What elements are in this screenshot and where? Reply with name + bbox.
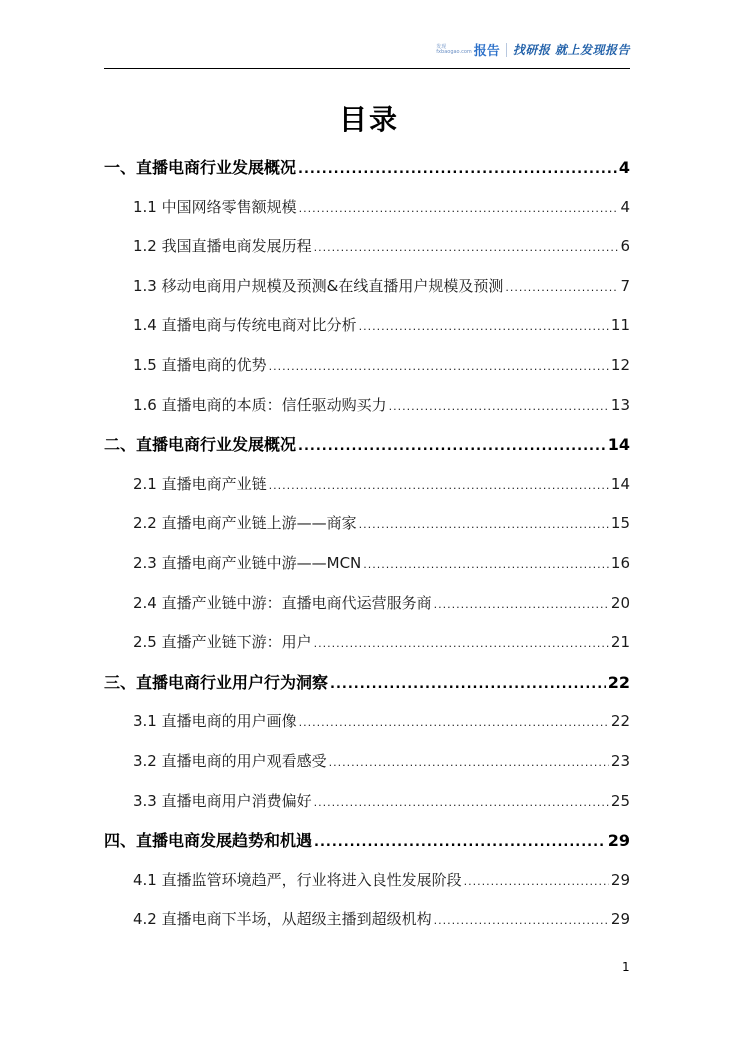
- toc-leader-dots: [434, 585, 609, 625]
- toc-leader-dots: [363, 545, 609, 585]
- toc-leader-dots: [269, 347, 609, 387]
- toc-entry[interactable]: [104, 465, 630, 505]
- toc-entry-label: 4.2 直播电商下半场，从超级主播到超级机构: [133, 910, 432, 929]
- toc-entry[interactable]: [104, 267, 630, 307]
- toc-leader-dots: [314, 783, 609, 823]
- toc-leader-dots: [314, 823, 606, 863]
- toc-entry-page: 29: [607, 831, 630, 851]
- toc-leader-dots: [299, 703, 609, 743]
- toc-leader-dots: [314, 624, 609, 664]
- toc-entry-page: 22: [607, 672, 630, 692]
- toc-entry[interactable]: [104, 900, 630, 940]
- toc-entry[interactable]: [104, 861, 630, 901]
- toc-entry-page: 14: [610, 474, 630, 493]
- toc-leader-dots: [329, 743, 609, 783]
- toc-entry-page: 11: [610, 316, 630, 335]
- toc-leader-dots: [299, 189, 619, 229]
- toc-entry[interactable]: [104, 544, 630, 584]
- toc-entry[interactable]: [104, 584, 630, 624]
- toc-entry[interactable]: [104, 188, 630, 228]
- toc-leader-dots: [314, 228, 619, 268]
- toc-entry-page: 21: [610, 633, 630, 652]
- toc-entry[interactable]: [104, 425, 630, 465]
- toc-entry-label: 四、直播电商发展趋势和机遇: [104, 831, 313, 851]
- toc-entry[interactable]: [104, 148, 630, 188]
- toc-entry-page: 25: [610, 791, 630, 810]
- toc-entry-page: 23: [610, 751, 630, 770]
- toc-entry-label: 二、直播电商行业发展概况: [104, 435, 297, 455]
- logo-small-text: 发现: [436, 43, 447, 50]
- toc-entry[interactable]: [104, 227, 630, 267]
- toc-entry[interactable]: [104, 346, 630, 386]
- toc-entry-label: 1.1 中国网络零售额规模: [133, 197, 297, 216]
- toc-leader-dots: [330, 665, 606, 705]
- toc-entry-page: 22: [610, 712, 630, 731]
- toc-entry-page: 15: [610, 514, 630, 533]
- toc-entry-label: 一、直播电商行业发展概况: [104, 158, 297, 177]
- toc-entry-page: 14: [607, 435, 630, 455]
- toc-entry-label: 1.4 直播电商与传统电商对比分析: [133, 316, 357, 335]
- toc-entry[interactable]: [104, 306, 630, 346]
- page-number: 1: [622, 960, 630, 974]
- toc-leader-dots: [269, 466, 609, 506]
- toc-entry-page: 12: [610, 355, 630, 374]
- toc-entry[interactable]: [104, 386, 630, 426]
- toc-entry[interactable]: [104, 702, 630, 742]
- toc-entry-label: 3.2 直播电商的用户观看感受: [133, 751, 327, 770]
- toc-entry-page: 6: [620, 237, 630, 256]
- toc-entry-page: 7: [620, 276, 630, 295]
- toc-entry[interactable]: [104, 504, 630, 544]
- toc-entry-label: 2.2 直播电商产业链上游——商家: [133, 514, 357, 533]
- logo-slogan: 找研报 就上发现报告: [512, 43, 630, 57]
- toc-entry-label: 2.4 直播产业链中游：直播电商代运营服务商: [133, 593, 432, 612]
- toc-entry[interactable]: [104, 782, 630, 822]
- toc-entry[interactable]: [104, 821, 630, 861]
- toc-entry-page: 29: [610, 870, 630, 889]
- toc-entry-page: 4: [618, 158, 630, 177]
- brand-logo: [436, 40, 630, 59]
- toc-leader-dots: [359, 505, 609, 545]
- toc-leader-dots: [389, 387, 609, 427]
- toc-entry[interactable]: [104, 663, 630, 703]
- logo-url: fxbaogao.com: [436, 48, 472, 55]
- toc-leader-dots: [464, 862, 609, 902]
- page-title: 目录: [338, 103, 399, 136]
- toc-entry-label: 2.5 直播产业链下游：用户: [133, 633, 312, 652]
- toc-entry-label: 1.6 直播电商的本质：信任驱动购买力: [133, 395, 387, 414]
- toc-leader-dots: [298, 427, 606, 467]
- toc-entry-label: 3.1 直播电商的用户画像: [133, 712, 297, 731]
- toc-entry-label: 4.1 直播监管环境趋严，行业将进入良性发展阶段: [133, 870, 462, 889]
- toc-entry-label: 1.3 移动电商用户规模及预测&在线直播用户规模及预测: [133, 276, 504, 295]
- toc-leader-dots: [434, 901, 609, 941]
- logo-divider: [506, 43, 507, 57]
- toc-entry-page: 13: [610, 395, 630, 414]
- toc-leader-dots: [298, 150, 617, 190]
- toc-entry-label: 三、直播电商行业用户行为洞察: [104, 672, 329, 692]
- toc-entry[interactable]: [104, 623, 630, 663]
- toc-entry-page: 29: [610, 910, 630, 929]
- toc-entry-label: 3.3 直播电商用户消费偏好: [133, 791, 312, 810]
- logo-mark: [436, 45, 472, 55]
- page-header: [104, 38, 630, 69]
- toc-entry-label: 1.5 直播电商的优势: [133, 355, 267, 374]
- toc-entry-page: 16: [610, 553, 630, 572]
- toc-entry-label: 1.2 我国直播电商发展历程: [133, 237, 312, 256]
- toc-entry[interactable]: [104, 742, 630, 782]
- toc-leader-dots: [505, 268, 618, 308]
- toc-leader-dots: [359, 307, 609, 347]
- toc-entry-label: 2.3 直播电商产业链中游——MCN: [133, 553, 362, 572]
- table-of-contents: [104, 148, 630, 940]
- toc-entry-page: 20: [610, 593, 630, 612]
- toc-entry-label: 2.1 直播电商产业链: [133, 474, 267, 493]
- toc-entry-page: 4: [620, 197, 630, 216]
- logo-brand-text: 报告: [473, 44, 500, 59]
